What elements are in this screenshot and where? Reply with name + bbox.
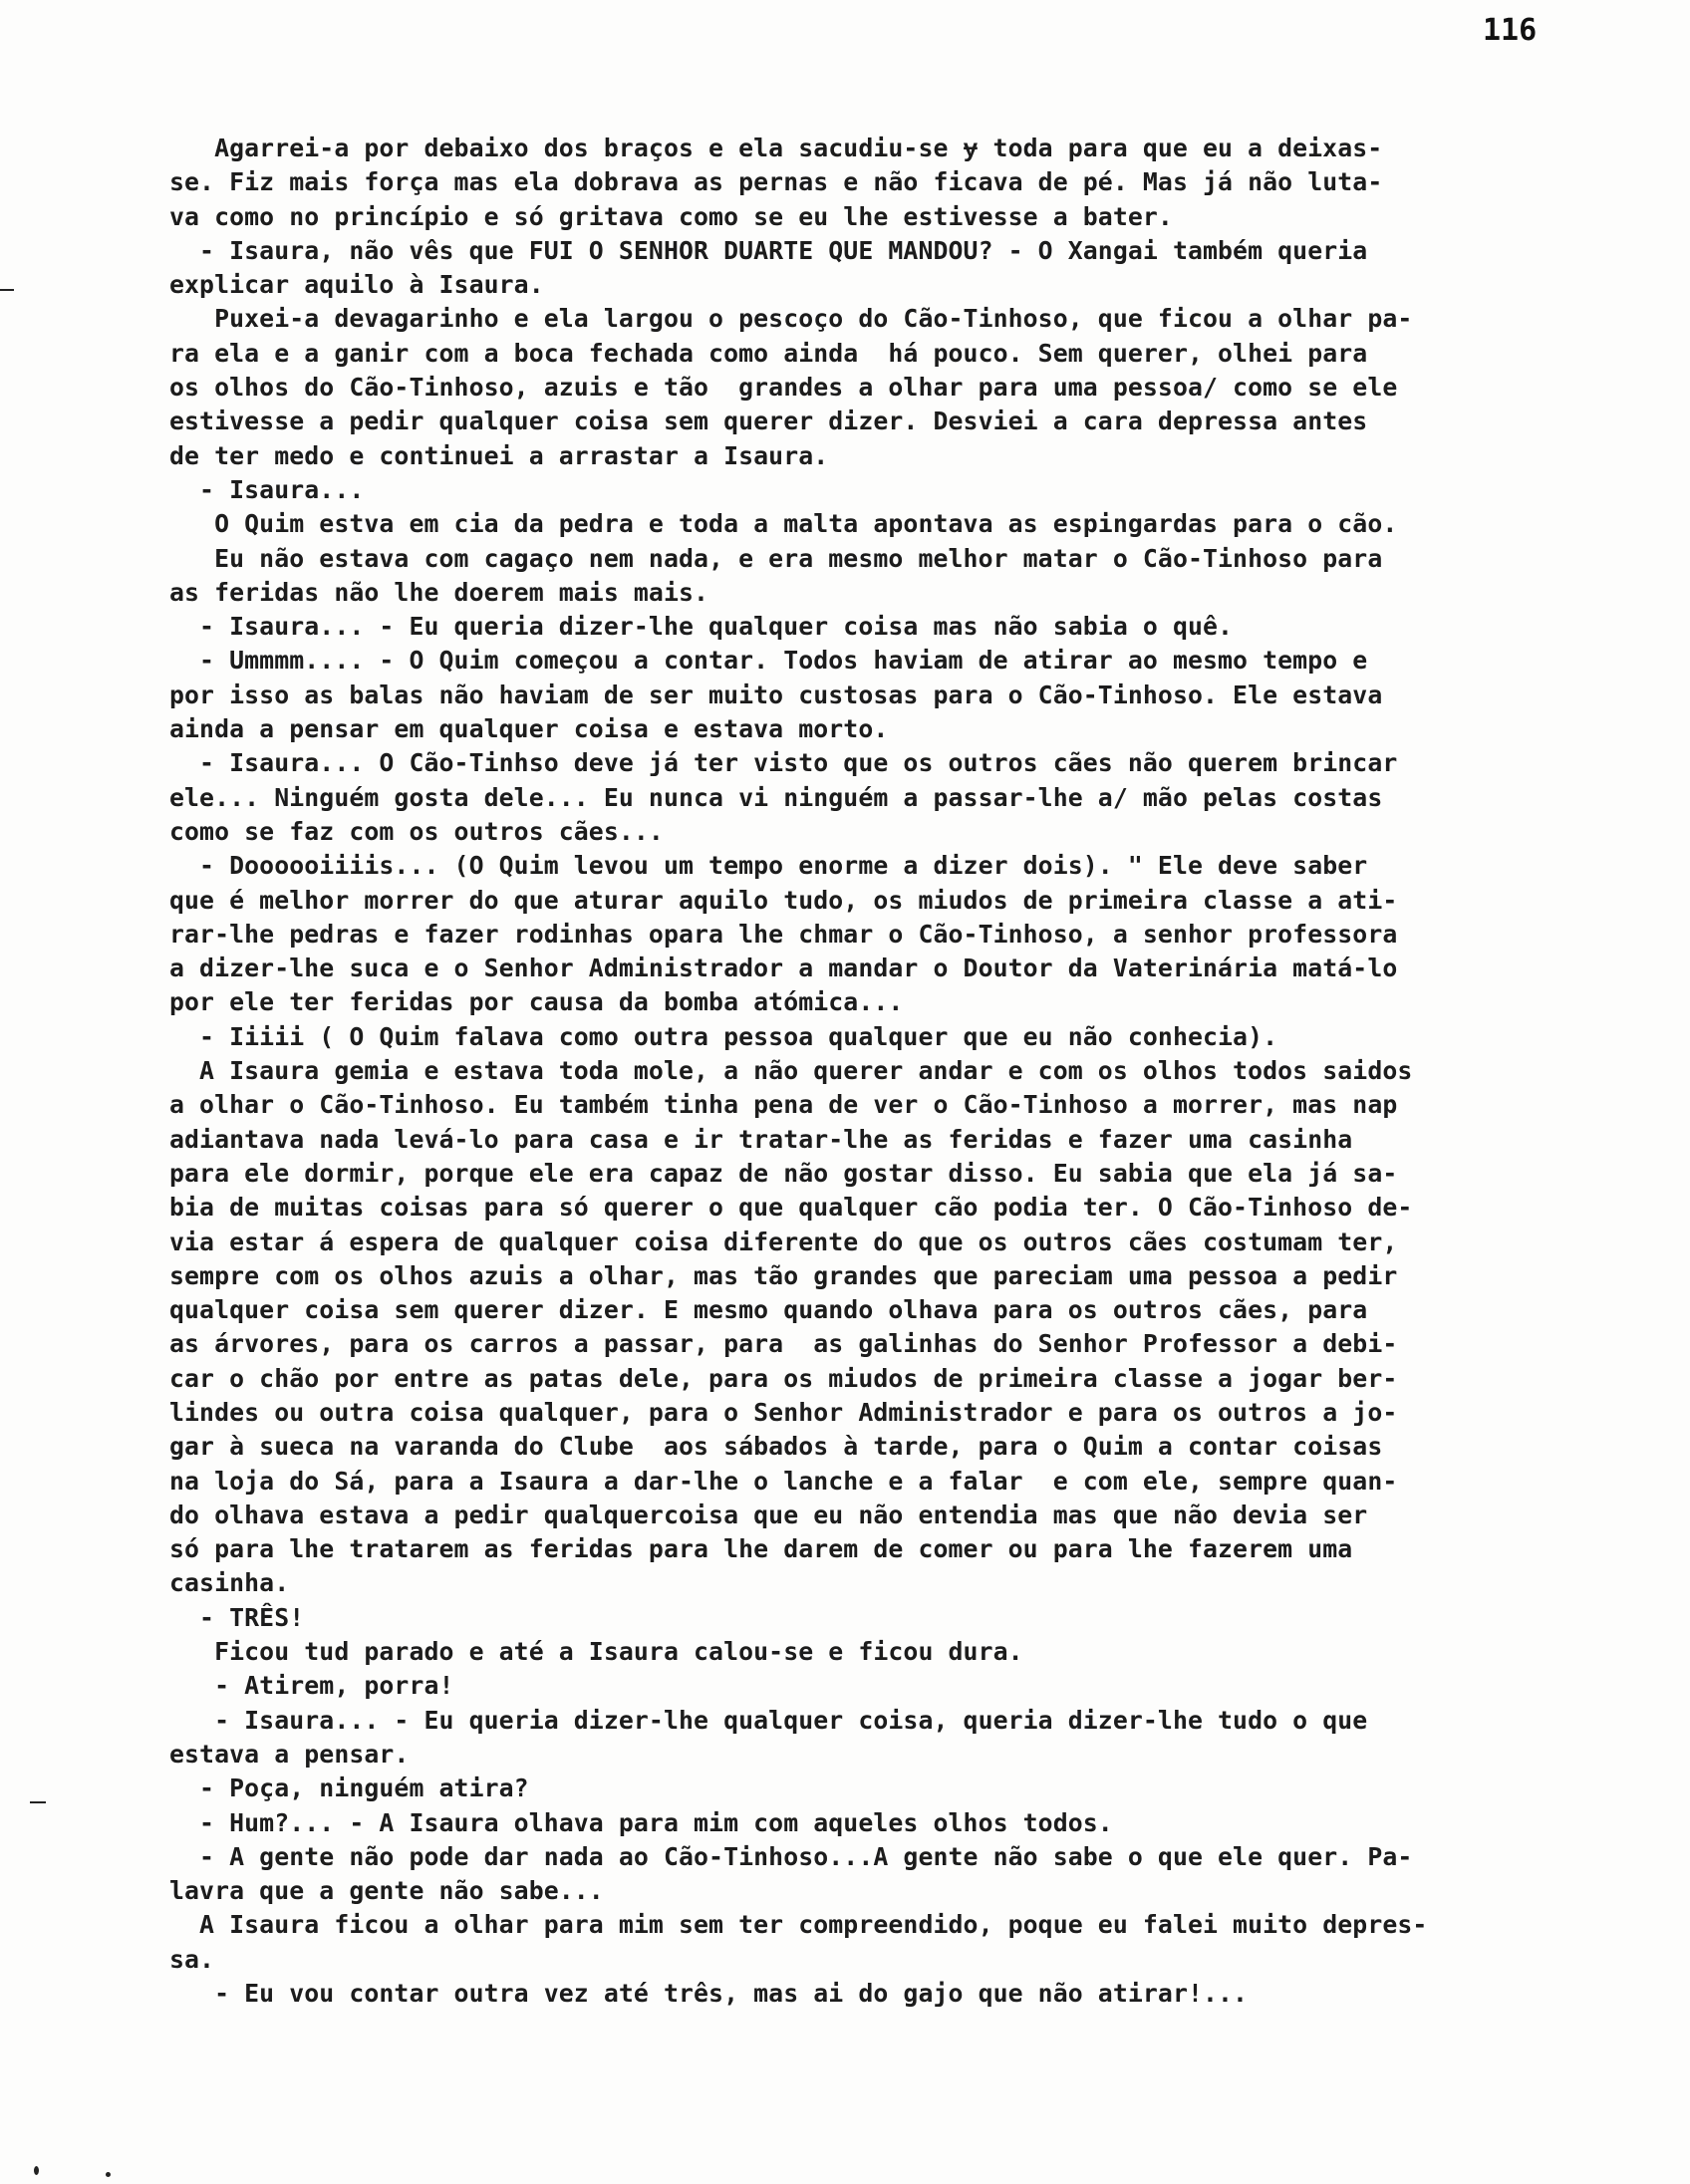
- text-line: O Quim estva em cia da pedra e toda a malta apontava as espingardas para o cão.: [169, 509, 1398, 539]
- text-line: as feridas não lhe doerem mais mais.: [169, 577, 709, 607]
- text-line: estava a pensar.: [169, 1739, 410, 1769]
- text-line: - Iiiii ( O Quim falava como outra pessoa qualquer que eu não conhecia).: [169, 1021, 1278, 1051]
- text-line: Ficou tud parado e até a Isaura calou-se e ficou dura.: [169, 1637, 1023, 1667]
- text-line: - TRÊS!: [169, 1602, 305, 1632]
- text-line: casinha.: [169, 1568, 290, 1598]
- text-line: do olhava estava a pedir qualquercoisa que eu não entendia mas que não devia ser: [169, 1500, 1368, 1529]
- ink-speck: [34, 2166, 39, 2175]
- text-line: ainda a pensar em qualquer coisa e estava morto.: [169, 714, 889, 744]
- text-line: lindes ou outra coisa qualquer, para o Senhor Administrador e para os outros a jo-: [169, 1397, 1398, 1427]
- text-line: lavra que a gente não sabe...: [169, 1876, 604, 1906]
- text-line: - Isaura... - Eu queria dizer-lhe qualquer coisa mas não sabia o quê.: [169, 612, 1234, 642]
- body-text: [169, 132, 1644, 2011]
- text-line: qualquer coisa sem querer dizer. E mesmo quando olhava para os outros cães, para: [169, 1295, 1368, 1325]
- page-number: 116: [1483, 13, 1538, 48]
- text-line: por isso as balas não haviam de ser muito custosas para o Cão-Tinhoso. Ele estava: [169, 680, 1383, 709]
- text-line: para ele dormir, porque ele era capaz de não gostar disso. Eu sabia que ela já sa-: [169, 1158, 1398, 1188]
- text-line: por ele ter feridas por causa da bomba atómica...: [169, 987, 904, 1017]
- text-line: Agarrei-a por debaixo dos braços e ela sacudiu-se ɏ toda para que eu a deixas-: [169, 134, 1383, 162]
- text-line: - Isaura... - Eu queria dizer-lhe qualquer coisa, queria dizer-lhe tudo o que: [169, 1705, 1368, 1735]
- text-line: - Poça, ninguém atira?: [169, 1774, 529, 1803]
- text-line: Puxei-a devagarinho e ela largou o pescoço do Cão-Tinhoso, que ficou a olhar pa-: [169, 304, 1413, 334]
- text-line: sa.: [169, 1944, 215, 1974]
- text-line: - Hum?... - A Isaura olhava para mim com aqueles olhos todos.: [169, 1807, 1113, 1837]
- text-line: A Isaura ficou a olhar para mim sem ter compreendido, poque eu falei muito depres-: [169, 1910, 1428, 1940]
- text-line: os olhos do Cão-Tinhoso, azuis e tão grandes a olhar para uma pessoa/ como se ele: [169, 373, 1398, 403]
- text-line: va como no princípio e só gritava como se eu lhe estivesse a bater.: [169, 201, 1173, 231]
- text-line: car o chão por entre as patas dele, para os miudos de primeira classe a jogar ber-: [169, 1363, 1398, 1393]
- text-line: rar-lhe pedras e fazer rodinhas opara lhe chmar o Cão-Tinhoso, a senhor professora: [169, 919, 1398, 949]
- text-line: A Isaura gemia e estava toda mole, a não querer andar e com os olhos todos saidos: [169, 1056, 1413, 1086]
- text-line: gar à sueca na varanda do Clube aos sábados à tarde, para o Quim a contar coisas: [169, 1432, 1383, 1462]
- text-line: bia de muitas coisas para só querer o que qualquer cão podia ter. O Cão-Tinhoso de-: [169, 1193, 1413, 1223]
- margin-mark: [30, 1801, 46, 1803]
- text-line: explicar aquilo à Isaura.: [169, 270, 544, 300]
- text-line: a olhar o Cão-Tinhoso. Eu também tinha pena de ver o Cão-Tinhoso a morrer, mas nap: [169, 1090, 1398, 1120]
- text-line: adiantava nada levá-lo para casa e ir tratar-lhe as feridas e fazer uma casinha: [169, 1124, 1353, 1154]
- margin-mark: [0, 289, 14, 291]
- text-line: - Isaura, não vês que FUI O SENHOR DUARTE QUE MANDOU? - O Xangai também queria: [169, 235, 1368, 265]
- text-line: - Isaura... O Cão-Tinhso deve já ter visto que os outros cães não querem brincar: [169, 748, 1398, 778]
- text-line: - Ummmm.... - O Quim começou a contar. Todos haviam de atirar ao mesmo tempo e: [169, 646, 1368, 676]
- text-line: na loja do Sá, para a Isaura a dar-lhe o lanche e a falar e com ele, sempre quan-: [169, 1466, 1398, 1496]
- text-line: ra ela e a ganir com a boca fechada como ainda há pouco. Sem querer, olhei para: [169, 338, 1368, 368]
- text-line: - Atirem, porra!: [169, 1671, 454, 1701]
- text-line: estivesse a pedir qualquer coisa sem querer dizer. Desviei a cara depressa antes: [169, 407, 1368, 436]
- text-line: de ter medo e continuei a arrastar a Isaura.: [169, 440, 829, 470]
- text-line: que é melhor morrer do que aturar aquilo tudo, os miudos de primeira classe a ati-: [169, 885, 1398, 915]
- text-line: ele... Ninguém gosta dele... Eu nunca vi ninguém a passar-lhe a/ mão pelas costas: [169, 782, 1383, 812]
- text-line: - Eu vou contar outra vez até três, mas ai do gajo que não atirar!...: [169, 1979, 1249, 2009]
- text-line: as árvores, para os carros a passar, para as galinhas do Senhor Professor a debi-: [169, 1329, 1398, 1359]
- ink-speck: [106, 2172, 111, 2177]
- text-line: - A gente não pode dar nada ao Cão-Tinhoso...A gente não sabe o que ele quer. Pa-: [169, 1841, 1413, 1871]
- text-line: - Isaura...: [169, 474, 365, 504]
- text-line: sempre com os olhos azuis a olhar, mas tão grandes que pareciam uma pessoa a pedir: [169, 1260, 1398, 1290]
- text-line: via estar á espera de qualquer coisa diferente do que os outros cães costumam ter,: [169, 1227, 1398, 1256]
- text-line: a dizer-lhe suca e o Senhor Administrador a mandar o Doutor da Vaterinária matá-lo: [169, 954, 1398, 983]
- text-line: como se faz com os outros cães...: [169, 816, 664, 846]
- text-line: só para lhe tratarem as feridas para lhe darem de comer ou para lhe fazerem uma: [169, 1534, 1353, 1564]
- text-line: Eu não estava com cagaço nem nada, e era mesmo melhor matar o Cão-Tinhoso para: [169, 543, 1383, 573]
- text-line: - Doooooiiiis... (O Quim levou um tempo enorme a dizer dois). " Ele deve saber: [169, 851, 1368, 881]
- text-line: se. Fiz mais força mas ela dobrava as pernas e não ficava de pé. Mas já não luta-: [169, 167, 1383, 197]
